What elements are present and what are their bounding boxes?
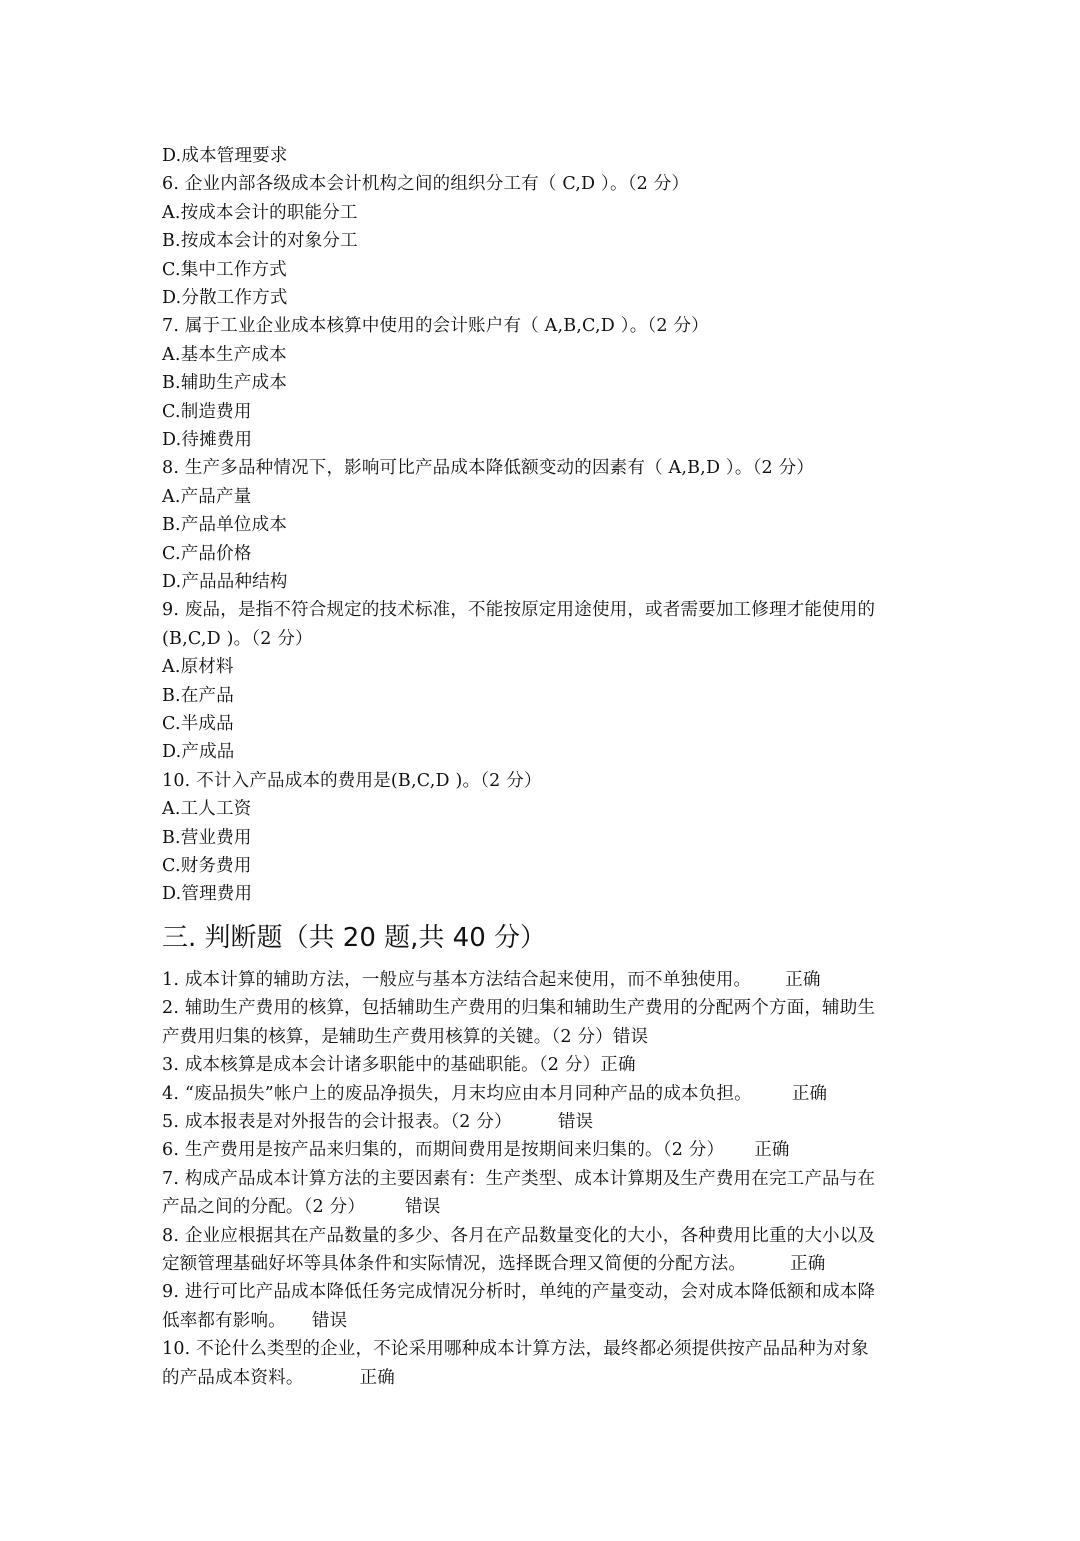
judgement-text: 定额管理基础好坏等具体条件和实际情况，选择既合理又简便的分配方法。 [162, 1254, 747, 1274]
judgement-text: 5. 成本报表是对外报告的会计报表。（2 分） [162, 1112, 512, 1132]
judgement-text: 9. 进行可比产品成本降低任务完成情况分析时，单纯的产量变动，会对成本降低额和成本降 [162, 1282, 876, 1303]
judgement-line [162, 1307, 940, 1335]
option-line: D.管理费用 [162, 884, 253, 905]
judgement-line [162, 1023, 940, 1051]
question-line: 10. 不计入产品成本的费用是(B,C,D )。（2 分） [162, 770, 542, 791]
judgement-text: 3. 成本核算是成本会计诸多职能中的基础职能。（2 分） [162, 1055, 601, 1076]
judgement-text: 产费用归集的核算，是辅助生产费用核算的关键。（2 分） [162, 1026, 613, 1047]
judgement-answer: 正确 [790, 1254, 826, 1274]
question-line: 8. 生产多品种情况下，影响可比产品成本降低额变动的因素有（ A,B,D ）。（2 分） [162, 458, 815, 479]
judgement-answer: 错误 [311, 1310, 348, 1331]
option-line: D.产成品 [162, 742, 235, 763]
option-line: C.财务费用 [162, 856, 252, 876]
judgement-answer: 正确 [785, 970, 821, 990]
option-line: B.产品单位成本 [162, 515, 288, 536]
option-line: A.产品产量 [162, 486, 252, 507]
option-line: A.按成本会计的职能分工 [162, 202, 358, 223]
option-line: D.待摊费用 [162, 430, 253, 450]
judgement-text: 6. 生产费用是按产品来归集的，而期间费用是按期间来归集的。（2 分） [162, 1140, 725, 1161]
judgement-line [162, 1278, 940, 1306]
question-line: 9. 废品，是指不符合规定的技术标准，不能按原定用途使用，或者需要加工修理才能使用的 [162, 600, 876, 621]
judgement-text: 8. 企业应根据其在产品数量的多少、各月在产品数量变化的大小，各种费用比重的大小以及 [162, 1225, 876, 1246]
option-line: A.基本生产成本 [162, 344, 287, 365]
judgement-text: 7. 构成产品成本计算方法的主要因素有：生产类型、成本计算期及生产费用在完工产品与在 [162, 1168, 876, 1189]
question-line: 6. 企业内部各级成本会计机构之间的组织分工有（ C,D ）。（2 分） [162, 174, 690, 195]
judgement-text: 低率都有影响。 [162, 1310, 286, 1331]
option-line: A.原材料 [162, 657, 234, 678]
option-line: A.工人工资 [162, 799, 252, 820]
option-line: D.产品品种结构 [162, 572, 288, 592]
option-line: D.分散工作方式 [162, 288, 288, 308]
judgement-line [162, 1250, 940, 1278]
judgement-text: 产品之间的分配。（2 分） [162, 1197, 366, 1218]
option-line: B.在产品 [162, 685, 234, 706]
judgement-text: 10. 不论什么类型的企业，不论采用哪种成本计算方法，最终都必须提供按产品品种为对象 [162, 1339, 869, 1360]
judgement-text: 2. 辅助生产费用的核算，包括辅助生产费用的归集和辅助生产费用的分配两个方面，辅助生 [162, 998, 876, 1019]
judgement-answer: 正确 [600, 1055, 636, 1076]
judgement-line [162, 994, 940, 1022]
option-line: C.集中工作方式 [162, 259, 287, 280]
judgement-answer: 错误 [612, 1026, 649, 1047]
option-line: B.按成本会计的对象分工 [162, 231, 358, 252]
option-line: B.营业费用 [162, 827, 252, 848]
judgement-answer: 错误 [557, 1112, 594, 1132]
judgement-answer: 错误 [405, 1197, 441, 1218]
option-line: C.半成品 [162, 714, 234, 734]
judgement-line [162, 1080, 940, 1108]
judgement-answer: 正确 [791, 1083, 828, 1104]
judgement-line [162, 1193, 940, 1221]
judgement-line [162, 1051, 940, 1079]
judgement-text: 的产品成本资料。 [162, 1367, 304, 1388]
judgement-line [162, 1108, 940, 1136]
option-line: C.产品价格 [162, 543, 252, 564]
judgement-line [162, 1136, 940, 1164]
section-heading: 三. 判断题（共 20 题,共 40 分） [162, 923, 547, 953]
option-line: C.制造费用 [162, 401, 252, 422]
option-line: D.成本管理要求 [162, 146, 288, 166]
option-line: B.辅助生产成本 [162, 373, 288, 394]
judgement-answer: 正确 [359, 1367, 396, 1388]
judgement-text: 4. “废品损失”帐户上的废品净损失，月末均应由本月同种产品的成本负担。 [162, 1083, 752, 1104]
judgement-text: 1. 成本计算的辅助方法，一般应与基本方法结合起来使用，而不单独使用。 [162, 970, 752, 990]
judgement-line [162, 966, 940, 994]
judgement-line [162, 1222, 940, 1250]
question-line: 7. 属于工业企业成本核算中使用的会计账户有（ A,B,C,D ）。（2 分） [162, 316, 709, 337]
judgement-answer: 正确 [754, 1140, 790, 1161]
question-line-cont: (B,C,D )。（2 分） [162, 628, 313, 649]
judgement-line [162, 1335, 940, 1363]
judgement-line [162, 1165, 940, 1193]
judgement-line [162, 1364, 940, 1392]
